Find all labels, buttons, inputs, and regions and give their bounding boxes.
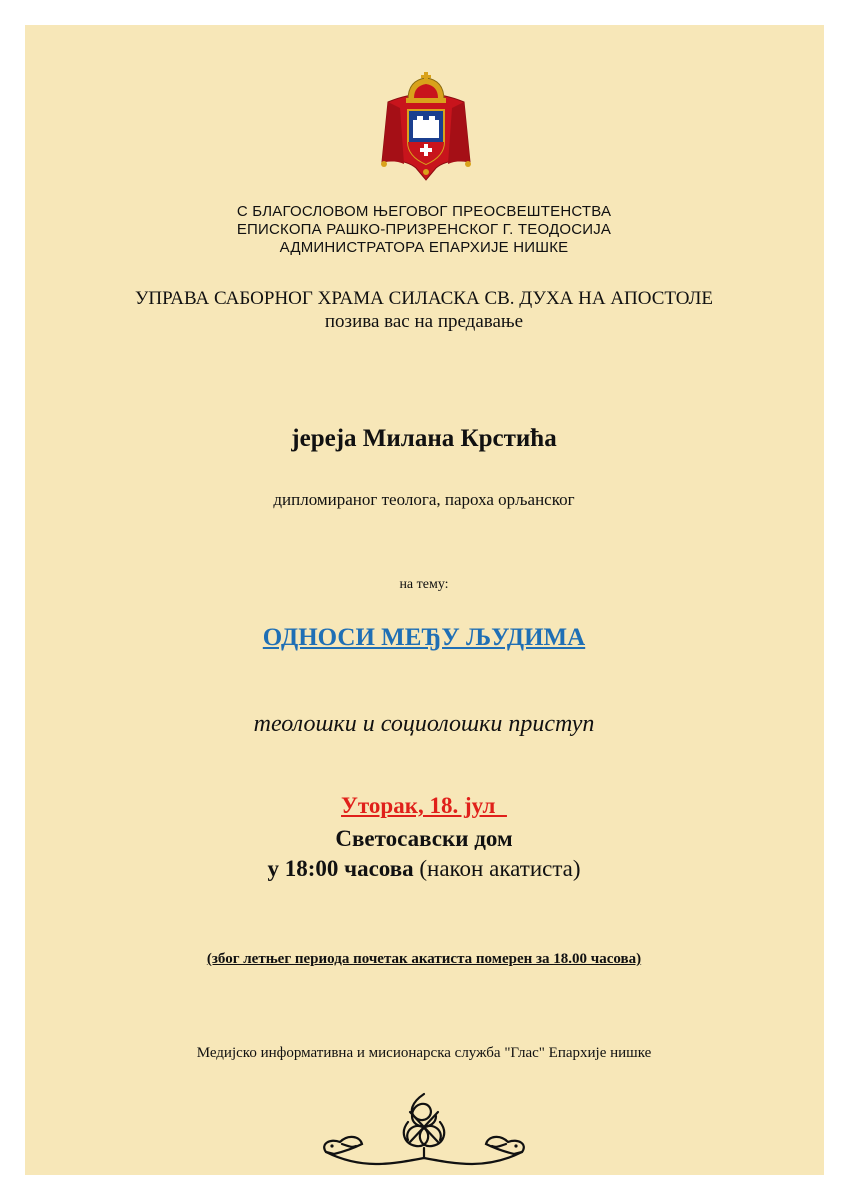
lecture-subtitle: теолошки и социолошки приступ bbox=[253, 711, 595, 737]
church-invitation bbox=[0, 287, 848, 333]
theme-label: на тему: bbox=[399, 577, 449, 592]
event-time-main: у 18:00 часова bbox=[267, 856, 414, 881]
event-time bbox=[0, 856, 848, 882]
event-venue: Светосавски дом bbox=[335, 826, 513, 851]
blessing-text bbox=[0, 203, 848, 257]
blessing-line-2: ЕПИСКОПА РАШКО-ПРИЗРЕНСКОГ Г. ТЕОДОСИЈА bbox=[236, 221, 612, 238]
speaker-name: јереја Милана Крстића bbox=[291, 425, 557, 452]
blessing-line-3: АДМИНИСТРАТОРА ЕПАРХИЈЕ НИШКЕ bbox=[279, 239, 569, 256]
invitation-line: позива вас на предавање bbox=[324, 311, 524, 332]
event-date-text: Уторак, 18. јул bbox=[341, 793, 507, 818]
event-date bbox=[0, 793, 848, 819]
invitation-page bbox=[25, 25, 824, 1175]
footer-credit: Медијско информативна и мисионарска служба "Глас" Епархије нишке bbox=[196, 1045, 652, 1061]
coat-of-arms-emblem bbox=[378, 72, 474, 184]
church-name: УПРАВА САБОРНОГ ХРАМА СИЛАСКА СВ. ДУХА НА АПОСТОЛЕ bbox=[134, 288, 714, 309]
ornament-icon bbox=[312, 1088, 536, 1170]
blessing-line-1: С БЛАГОСЛОВОМ ЊЕГОВОГ ПРЕОСВЕШТЕНСТВА bbox=[236, 203, 612, 220]
lecture-title: ОДНОСИ МЕЂУ ЉУДИМА bbox=[262, 624, 586, 651]
speaker-description: дипломираног теолога, пароха орљанског bbox=[273, 490, 575, 509]
event-time-note: (након акатиста) bbox=[413, 856, 581, 881]
schedule-note: (због летњег периода почетак акатиста померен за 18.00 часова) bbox=[206, 951, 642, 967]
